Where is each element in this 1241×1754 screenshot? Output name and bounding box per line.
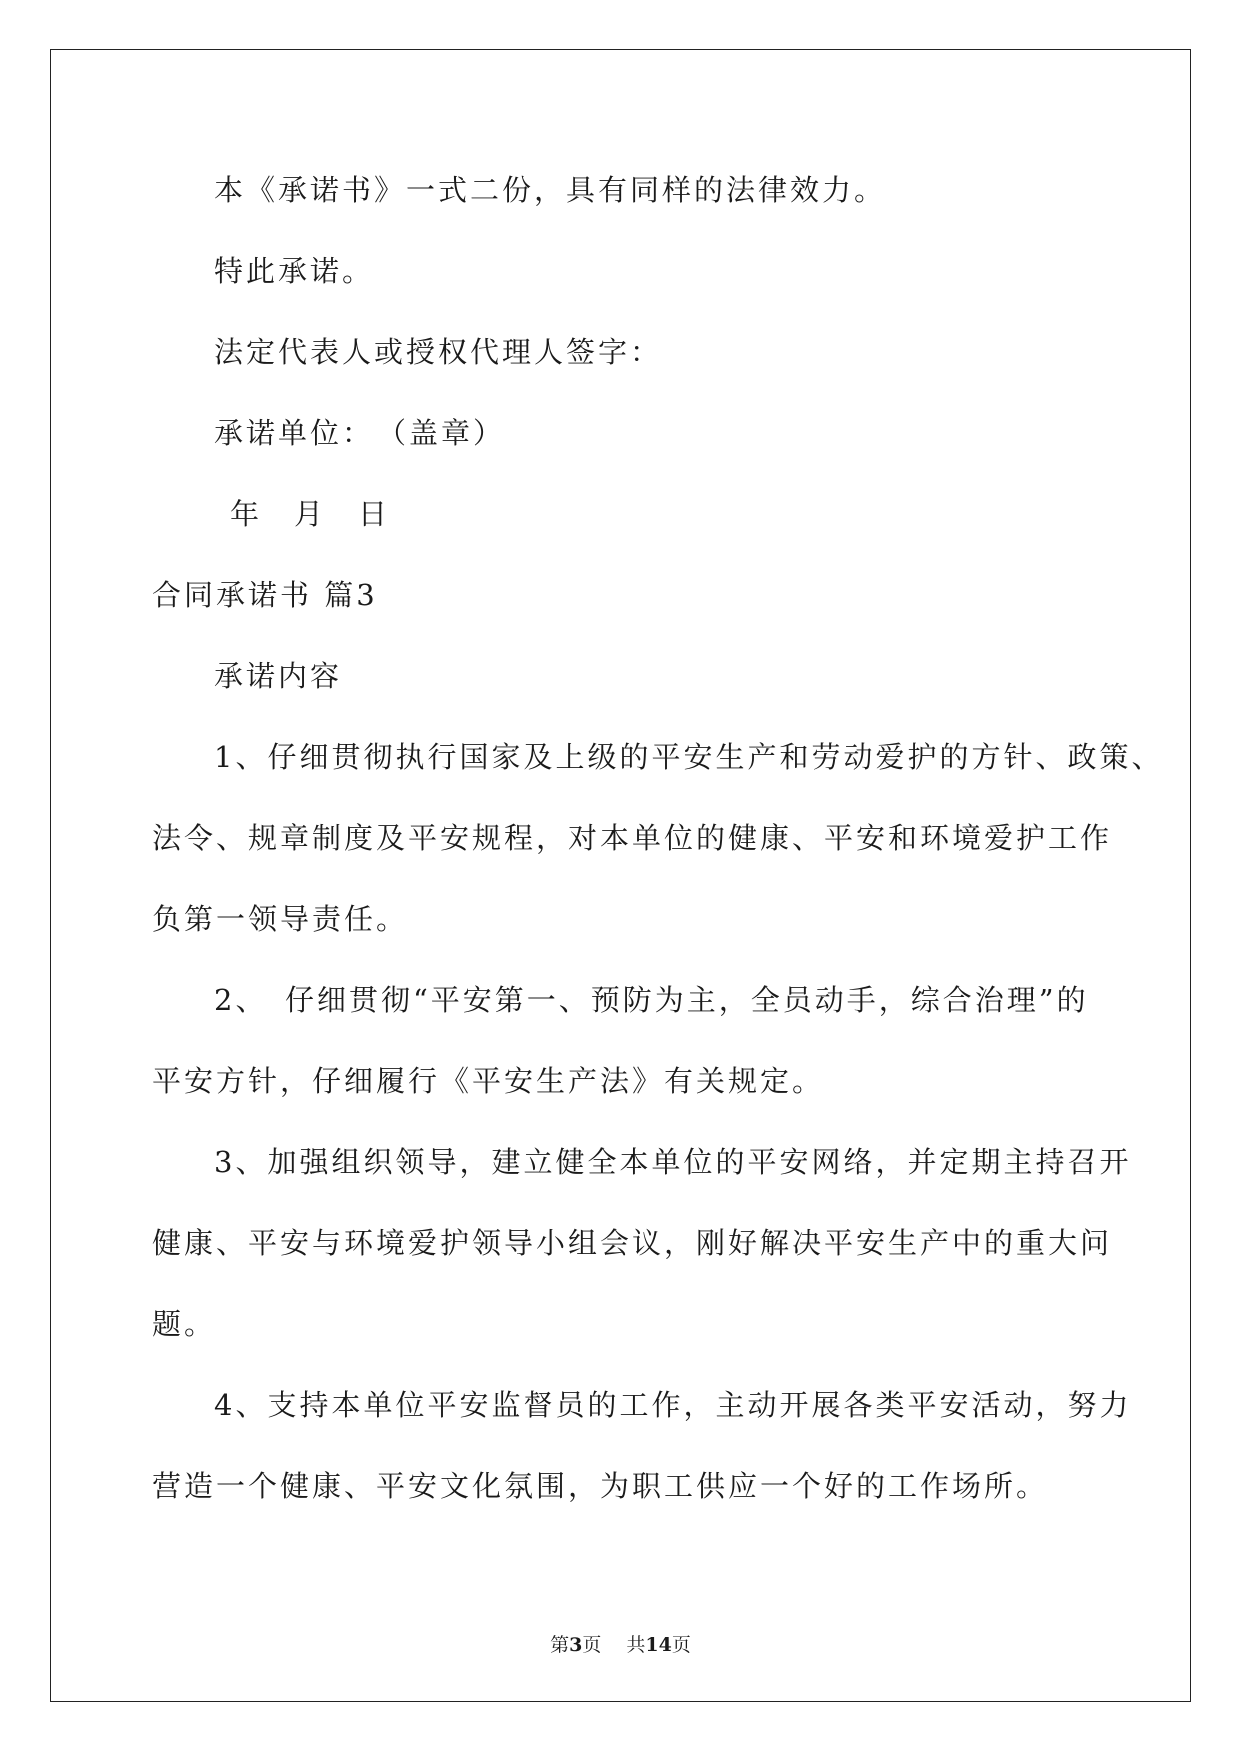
paragraph-line: 4、支持本单位平安监督员的工作，主动开展各类平安活动，努力: [214, 1388, 1132, 1422]
paragraph-line: 法令、规章制度及平安规程，对本单位的健康、平安和环境爱护工作: [152, 821, 1113, 855]
current-page-number: 3: [569, 1634, 583, 1656]
paragraph-line: 本《承诺书》一式二份，具有同样的法律效力。: [214, 173, 887, 207]
paragraph-line: 承诺单位： （盖章）: [214, 416, 506, 450]
page-border: [50, 49, 1191, 1702]
paragraph-line: 2、 仔细贯彻“平安第一、预防为主，全员动手，综合治理”的: [214, 983, 1089, 1017]
paragraph-line: 平安方针，仔细履行《平安生产法》有关规定。: [152, 1064, 825, 1098]
paragraph-line: 健康、平安与环境爱护领导小组会议，刚好解决平安生产中的重大问: [152, 1226, 1113, 1260]
footer-prefix: 第: [550, 1634, 570, 1656]
footer-page-word: 页 共: [582, 1634, 646, 1656]
date-line: 年 月 日: [230, 497, 391, 531]
paragraph-line: 题。: [152, 1307, 217, 1341]
paragraph-line: 1、仔细贯彻执行国家及上级的平安生产和劳动爱护的方针、政策、: [214, 740, 1164, 774]
paragraph-line: 法定代表人或授权代理人签字：: [214, 335, 663, 369]
paragraph-line: 特此承诺。: [214, 254, 375, 288]
paragraph-line: 负第一领导责任。: [152, 902, 409, 936]
total-pages-number: 14: [645, 1634, 672, 1656]
footer-suffix: 页: [671, 1634, 691, 1656]
section-heading: 合同承诺书 篇3: [152, 578, 378, 612]
paragraph-line: 3、加强组织领导，建立健全本单位的平安网络，并定期主持召开: [214, 1145, 1132, 1179]
paragraph-line: 承诺内容: [214, 659, 343, 693]
paragraph-line: 营造一个健康、平安文化氛围，为职工供应一个好的工作场所。: [152, 1469, 1049, 1503]
page-footer: [0, 1633, 1241, 1657]
